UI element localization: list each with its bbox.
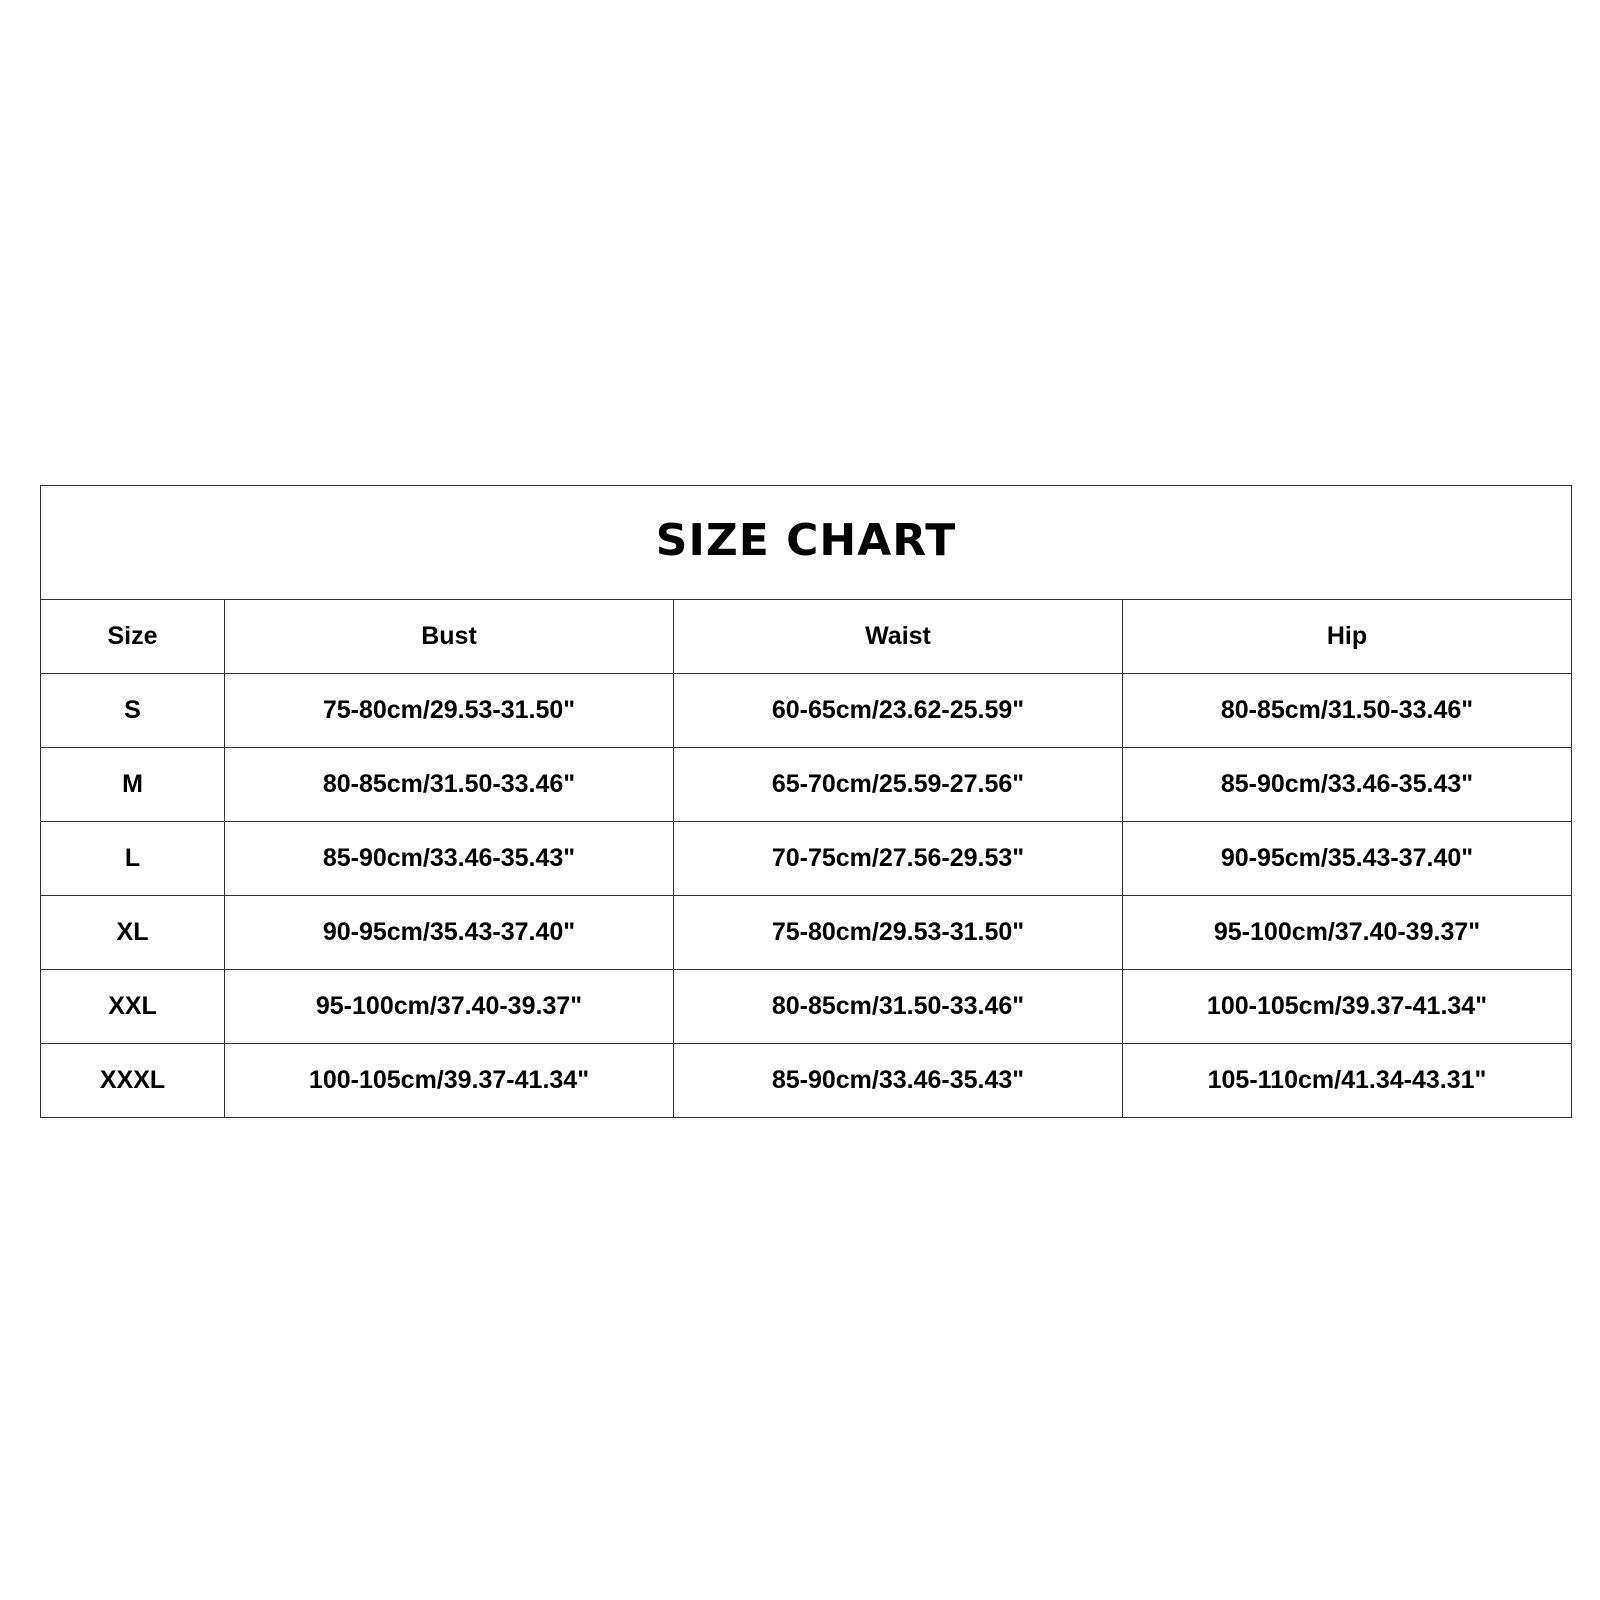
header-row [41,600,1572,674]
column-header-waist: Waist [674,600,1123,674]
chart-title: SIZE CHART [655,515,957,566]
cell-size: L [41,822,225,896]
cell-size: S [41,674,225,748]
cell-hip: 95-100cm/37.40-39.37" [1123,896,1572,970]
cell-waist: 65-70cm/25.59-27.56" [674,748,1123,822]
cell-waist: 70-75cm/27.56-29.53" [674,822,1123,896]
cell-hip: 90-95cm/35.43-37.40" [1123,822,1572,896]
cell-bust: 80-85cm/31.50-33.46" [225,748,674,822]
column-header-bust: Bust [225,600,674,674]
title-row [41,486,1572,600]
table-row [41,970,1572,1044]
table-row [41,748,1572,822]
cell-size: XXL [41,970,225,1044]
cell-hip: 100-105cm/39.37-41.34" [1123,970,1572,1044]
cell-waist: 80-85cm/31.50-33.46" [674,970,1123,1044]
cell-waist: 60-65cm/23.62-25.59" [674,674,1123,748]
table-row [41,896,1572,970]
column-header-size: Size [41,600,225,674]
cell-hip: 80-85cm/31.50-33.46" [1123,674,1572,748]
cell-size: M [41,748,225,822]
column-header-hip: Hip [1123,600,1572,674]
cell-size: XL [41,896,225,970]
cell-hip: 105-110cm/41.34-43.31" [1123,1044,1572,1118]
cell-bust: 85-90cm/33.46-35.43" [225,822,674,896]
cell-bust: 95-100cm/37.40-39.37" [225,970,674,1044]
cell-bust: 75-80cm/29.53-31.50" [225,674,674,748]
cell-size: XXXL [41,1044,225,1118]
size-chart-table [40,485,1572,1118]
table-row [41,1044,1572,1118]
cell-bust: 90-95cm/35.43-37.40" [225,896,674,970]
table-row [41,822,1572,896]
cell-bust: 100-105cm/39.37-41.34" [225,1044,674,1118]
cell-waist: 75-80cm/29.53-31.50" [674,896,1123,970]
cell-waist: 85-90cm/33.46-35.43" [674,1044,1123,1118]
title-cell [41,486,1572,600]
cell-hip: 85-90cm/33.46-35.43" [1123,748,1572,822]
table-row [41,674,1572,748]
